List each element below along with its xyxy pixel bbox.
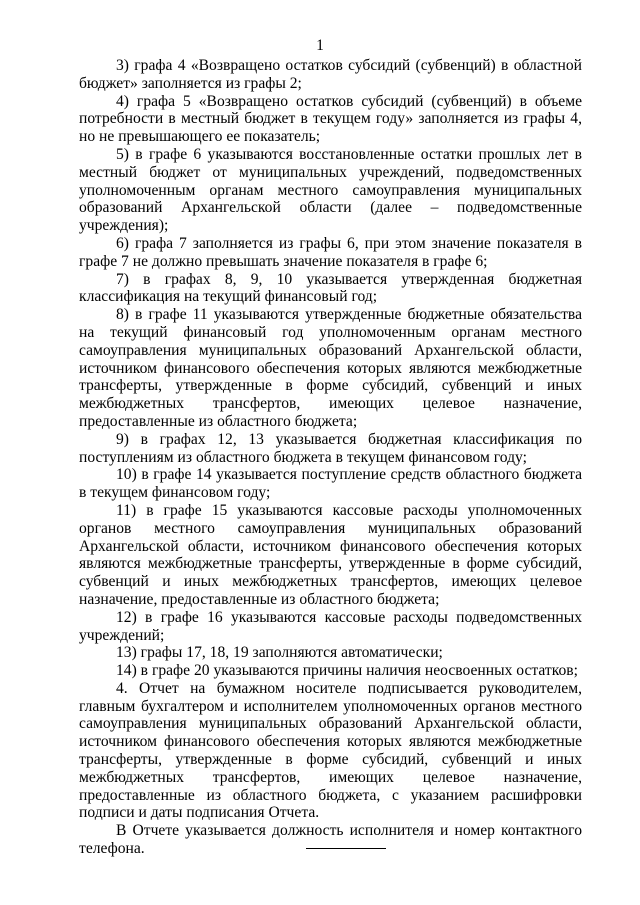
paragraph-item-3: 3) графа 4 «Возвращено остатков субсидий (субвенций) в областной бюджет» заполняется из графы 2; [79,57,582,92]
paragraph-item-8: 8) в графе 11 указываются утвержденные бюджетные обязательства на текущий финансовый год уполномоченным органам местного самоуправления муниципальных образований Архангельской области, источником финансового обеспечения которых являются межбюджетные трансферты, утвержденные в форме субсидий, субвенций и иных межбюджетных трансфертов, имеющих целевое назначение, предоставленные из областного бюджета; [79,306,582,430]
paragraph-item-7: 7) в графах 8, 9, 10 указывается утвержденная бюджетная классификация на текущий финансовый год; [79,270,582,306]
document-body [79,57,582,858]
paragraph-item-12: 12) в графе 16 указываются кассовые расходы подведомственных учреждений; [79,608,582,644]
paragraph-item-5: 5) в графе 6 указываются восстановленные остатки прошлых лет в местный бюджет от муниципальных учреждений, подведомственных уполномоченным органам местного самоуправления муниципальных образований Архангельской области (далее – подведомственные учреждения); [79,145,582,235]
end-separator-line [306,848,386,849]
paragraph-item-14: 14) в графе 20 указываются причины наличия неосвоенных остатков; [116,662,578,680]
paragraph-item-6: 6) графа 7 заполняется из графы 6, при этом значение показателя в графе 7 не должно превышать значение показателя в графе 6; [79,234,582,270]
paragraph-item-10: 10) в графе 14 указывается поступление средств областного бюджета в текущем финансовом году; [79,466,582,502]
paragraph-contact-note: В Отчете указывается должность исполнителя и номер контактного телефона. [79,822,582,858]
paragraph-section-4: 4. Отчет на бумажном носителе подписывается руководителем, главным бухгалтером и исполнителем уполномоченных органов местного самоуправления муниципальных образований Архангельской области, источником финансового обеспечения которых являются межбюджетные трансферты, утвержденные в форме субсидий, субвенций и иных межбюджетных трансфертов, имеющих целевое назначение, предоставленные из областного бюджета, с указанием расшифровки подписи и даты подписания Отчета. [79,679,582,822]
paragraph-item-4: 4) графа 5 «Возвращено остатков субсидий (субвенций) в объеме потребности в местный бюджет в текущем году» заполняется из графы 4, но не превышающего ее показатель; [79,92,582,146]
page-number: 1 [316,37,324,54]
paragraph-item-9: 9) в графах 12, 13 указывается бюджетная классификация по поступлениям из областного бюджета в текущем финансовом году; [79,430,582,466]
paragraph-item-13: 13) графы 17, 18, 19 заполняются автоматически; [116,644,443,662]
paragraph-item-11: 11) в графе 15 указываются кассовые расходы уполномоченных органов местного самоуправления муниципальных образований Архангельской области, источником финансового обеспечения которых являются межбюджетные трансферты, утвержденные в форме субсидий, субвенций и иных межбюджетных трансфертов, имеющих целевое назначение, предоставленные из областного бюджета; [79,501,582,608]
